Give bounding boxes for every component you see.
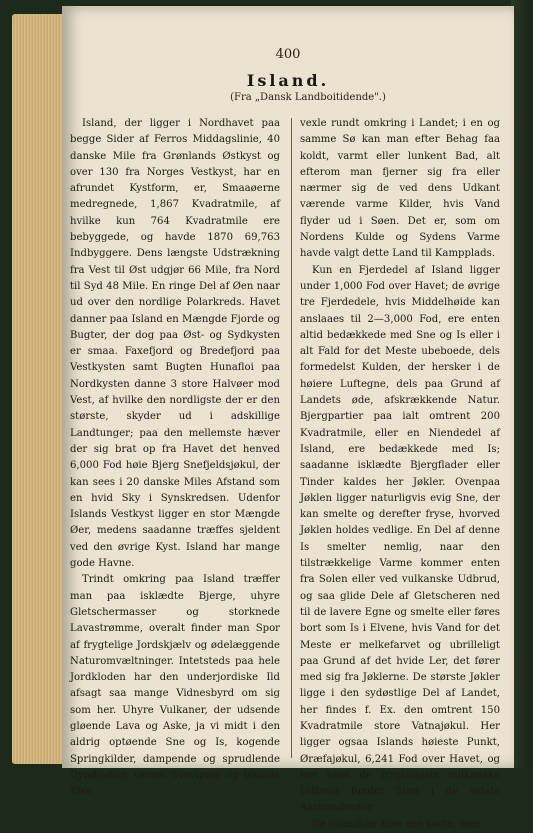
paragraph: De islandske Elve ere korte, men	[312, 818, 482, 830]
paragraph: Trindt omkring paa Island træffer man paa isklædte Bjerge, uhyre Gletschermasser og storknede Lavastrømme, overalt finder man Spor af frygtelige Jordskjælv og ødelæggende Naturomvæltninger. Intetsteds paa hele Jordkloden har den underjordiske Ild afsagt saa mange Vidnesbyrd om sig som her. Uhyre Vulkaner, der udsende gløende Lava og Aske, ja vi midt i den aldrig optøende Sne og Is, kogende Springkilder, dampende og sprudlende Dyndjedler, varme Svovlpøle og iskolde Elve	[70, 574, 280, 798]
paragraph: vexle rundt omkring i Landet; i en og samme Sø kan man efter Behag faa koldt, varmt eller lunkent Bad, alt efterom man fjerner sig fra eller nærmer sig de ved dens Udkant værende varme Kilder, hvis Vand flyder ud i Søen. Det er, som om Nordens Kulde og Sydens Varme havde valgt dette Land til Kampplads.	[300, 118, 500, 260]
paragraph: Island, der ligger i Nordhavet paa begge Sider af Ferros Middagslinie, 40 danske Mile fra Grønlands Østkyst og over 130 fra Norges Vestkyst, har en afrundet Kystform, er, Smaaøerne medregnede, 1,867 Kvadratmile, af hvilke kun 764 Kvadratmile ere bebyggede, og havde 1870 69,763 Indbyggere. Dens længste Udstrækning fra Vest til Øst udgjør 66 Mile, fra Nord til Syd 48 Mile. En ringe Del af Øen naar ud over den nordlige Polarkreds. Havet danner paa Island en Mængde Fjorde og Bugter, der dog paa Øst- og Sydkysten er smaa. Faxefjord og Bredefjord paa Vestkysten samt Bugten Hunafloi paa Nordkysten danne 3 store Halvøer mod Vest, af hvilke den nordligste der er den største, skyder ud i adskillige Landtunger; paa den mellemste hæver der sig brat op fra Havet det henved 6,000 Fod høie Bjerg Snefjeldsjøkul, der kan sees i 20 danske Miles Afstand som en hvid Sky i Synskredsen. Udenfor Islands Vestkyst ligger en stor Mængde Øer, medens saadanne træffes sjeldent ved den øvrige Kyst. Island har mange gode Havne.	[70, 118, 280, 570]
book-background	[511, 0, 533, 768]
article-source: (Fra „Dansk Landboitidende".)	[230, 92, 386, 103]
column-divider	[291, 118, 292, 758]
article-title: Island.	[246, 71, 330, 90]
right-column	[300, 116, 500, 833]
page-number: 400	[275, 47, 301, 62]
paragraph: Kun en Fjerdedel af Island ligger under 1,000 Fod over Havet; de øvrige tre Fjerdedele, hvis Middelhøide kan anslaaes til 2—3,000 Fod, ere enten altid bedækkede med Sne og Is eller i alt Fald for det Meste ubeboede, dels formedelst Kulden, der hersker i de høiere Luftegne, dels paa Grund af Landets øde, afskrækkende Natur. Bjergpartier paa ialt omtrent 200 Kvadratmile, eller en Niendedel af Island, ere bedækkede med Is; saadanne isklædte Bjergflader eller Tinder kaldes her Jøkler. Ovenpaa Jøklen ligger naturligvis evig Sne, der kan smelte og derefter fryse, hvorved Jøklen holdes vedlige. En Del af denne Is smelter nemlig, naar den tilstrækkelige Varme kommer enten fra Solen eller ved vulkanske Udbrud, og saa glide Dele af Gletscheren ned til de lavere Egne og smelte eller føres bort som Is i Elvene, hvis Vand for det Meste er melkefarvet og ubrilleligt paa Grund af det hvide Ler, det fører med sig fra Jøklerne. De største Jøkler ligge i den sydøstlige Del af Landet, her findes f. Ex. den omtrent 150 Kvadratmile store Vatnajøkul. Her ligger ogsaa Islands høieste Punkt, Øræfajøkul, 6,241 Fod over Havet, og her have de frygteligste vulkanske Udbrud fundet Sted i de sidste Aarhundreder.	[300, 264, 500, 814]
left-column	[70, 116, 280, 800]
